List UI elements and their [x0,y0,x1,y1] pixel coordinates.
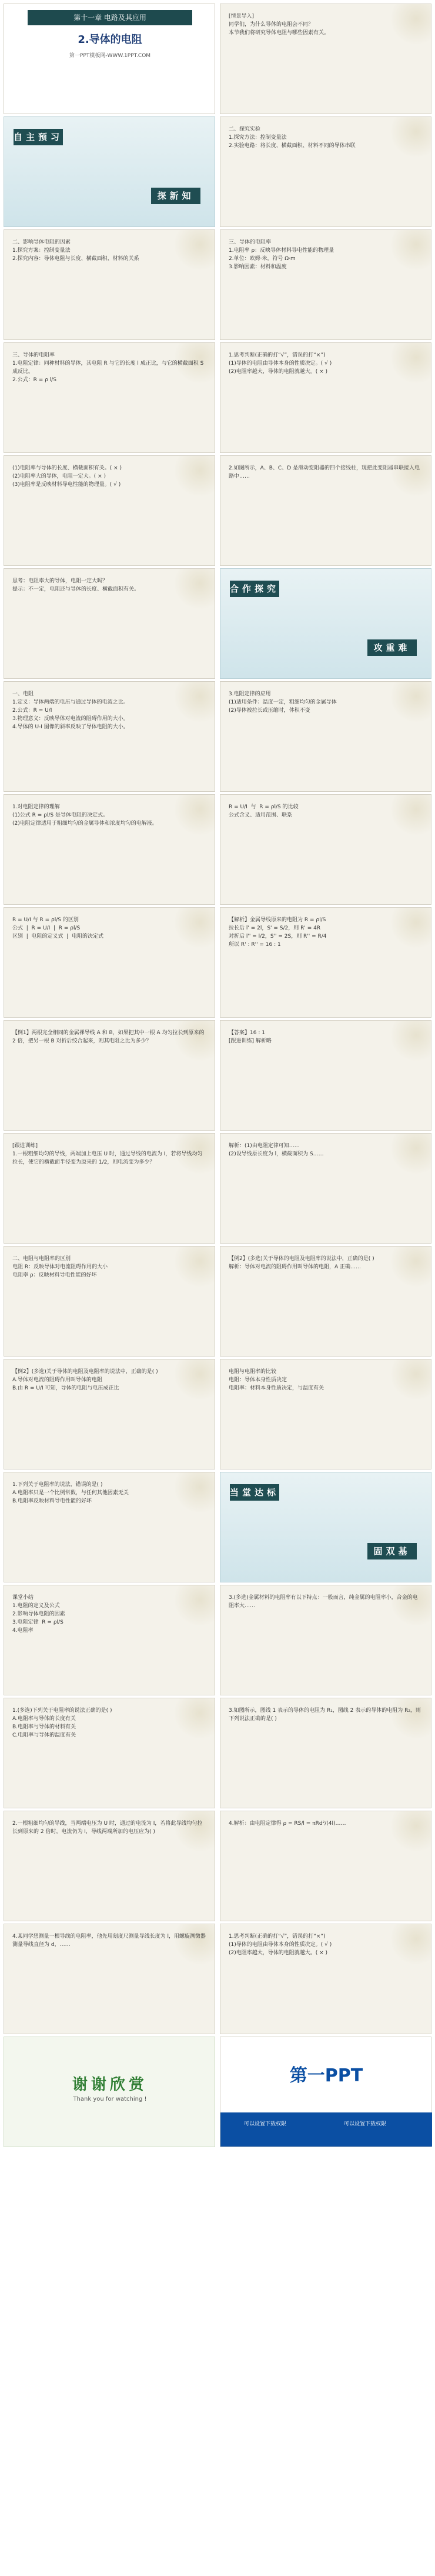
slide-l8: 【例1】两根完全相同的金属裸导线 A 和 B，如果把其中一根 A 均匀拉长到原来的 2 倍，把另一根 B 对折后绞合起来，则其电阻之比为多少？ [4,1020,215,1131]
preview-banner [4,116,215,227]
slide-l10: 二、电阻与电阻率的区别 电阻 R：反映导体对电流阻碍作用的大小 电阻率 ρ：反映材料导电性能的好坏 [4,1246,215,1357]
tag-coop-a: 合作探究 [230,581,279,597]
chapter-banner: 第十一章 电路及其应用 [28,10,192,25]
slide-r7: 【解析】金属导线原来的电阻为 R = ρl/S 拉长后 l' = 2l，S' = S/2，则 R' = 4R 对折后 l'' = l/2，S'' = 2S，则 R'' = R/4 所以 R' : R'' = 16 : 1 [220,907,431,1018]
slide-l9: [跟进训练] 1.一根粗细均匀的导线，两端加上电压 U 时，通过导线的电流为 I，若将导线均匀拉长，使它的横截面半径变为原来的 1/2，则电流变为多少？ [4,1133,215,1244]
tag-class-a: 当堂达标 [230,1484,279,1501]
tag-preview-b: 探新知 [151,188,200,204]
slide-r3: 1.思考判断(正确的打“√”，错误的打“×”) (1)导体的电阻由导体本身的性质决定。( √ ) (2)电阻率越大，导体的电阻就越大。( × ) [220,342,431,453]
slide-l16: 4.某同学想测量一根导线的电阻率，他先用刻度尺测量导线长度为 l，用螺旋测微器测量导线直径为 d，…… [4,1924,215,2034]
slide-r11: 电阻与电阻率的比较 电阻：导体本身性质决定 电阻率：材料本身性质决定，与温度有关 [220,1359,431,1469]
slide-r0: [情景导入] 同学们，为什么导体的电阻会不同？ 本节我们将研究导体电阻与哪些因素有关。 [220,4,431,114]
tag-coop-b: 攻重难 [367,639,417,656]
cover-slide [4,4,215,114]
slide-r5: 3.电阻定律的应用 (1)适用条件：温度一定，粗细均匀的金属导体 (2)导体被拉长或压缩时，体积不变 [220,681,431,792]
site-label: 第一PPT模板网-WWW.1PPT.COM [69,53,151,59]
slide-r10: 【例2】(多选)关于导体的电阻及电阻率的说法中，正确的是( ) 解析：导体对电流的阻碍作用叫导体的电阻，A 正确…… [220,1246,431,1357]
slide-l14: 1.(多选)下列关于电阻率的说法正确的是( ) A.电阻率与导体的长度有关 B.电阻率与导体的材料有关 C.电阻率与导体的温度有关 [4,1698,215,1808]
slide-l5: 一、电阻 1.定义：导体两端的电压与通过导体的电流之比。 2.公式：R = U/I 3.物理意义：反映导体对电流的阻碍作用的大小。 4.导体的 U-I 图像的斜率反映了导体电阻的大小。 [4,681,215,792]
slide-r14: 4.解析：由电阻定律得 ρ = RS/l = πRd²/(4l)…… [220,1811,431,1921]
slide-r15: 1.思考判断(正确的打“√”，错误的打“×”) (1)导体的电阻由导体本身的性质决定。( √ ) (2)电阻率越大，导体的电阻就越大。( × ) [220,1924,431,2034]
slide-l3: (1)电阻率与导体的长度、横截面积有关。( × ) (2)电阻率大的导体，电阻一定大。( × ) (3)电阻率是反映材料导电性能的物理量。( √ ) [4,455,215,566]
slide-l11: 【例2】(多选)关于导体的电阻及电阻率的说法中，正确的是( ) A.导体对电流的阻碍作用叫导体的电阻 B.由 R = U/I 可知，导体的电阻与电压成正比 [4,1359,215,1469]
tag-class-b: 固双基 [367,1543,417,1559]
coop-banner [220,568,431,679]
slide-r1: 二、探究实验 1.探究方法：控制变量法 2.实验电路：将长度、横截面积、材料不同的导体串联 [220,116,431,227]
thanks-title: 谢谢欣赏 [72,2076,148,2094]
tag-preview-a: 自主预习 [14,129,63,145]
class-banner [220,1472,431,1582]
brand-note-left: 可以设置下载权限 [244,2121,287,2127]
slide-l12: 1.下列关于电阻率的说法，错误的是( ) A.电阻率只是一个比例常数，与任何其他因素无关 B.电阻率反映材料导电性能的好坏 [4,1472,215,1582]
brand-note-right: 可以设置下载权限 [344,2121,387,2127]
thanks-subtitle: Thank you for watching ! [73,2096,147,2102]
slide-r4: 2.如图所示，A、B、C、D 是滑动变阻器的四个接线柱，现把此变阻器串联接入电路中…… [220,455,431,566]
slide-l4: 思考：电阻率大的导体，电阻一定大吗？ 提示：不一定，电阻还与导体的长度、横截面积有关。 [4,568,215,679]
slide-r12: 3.(多选)金属材料的电阻率有以下特点：一般而言，纯金属的电阻率小，合金的电阻率大…… [220,1585,431,1695]
lesson-title: 2.导体的电阻 [78,34,142,46]
slide-r13: 3.如图所示，图线 1 表示的导体的电阻为 R₁，图线 2 表示的导体的电阻为 R₂，则下列说法正确的是( ) [220,1698,431,1808]
brand-bar [220,2112,432,2147]
slide-l6: 1.对电阻定律的理解 (1)公式 R = ρl/S 是导体电阻的决定式。 (2)电阻定律适用于粗细均匀的金属导体和浓度均匀的电解液。 [4,794,215,905]
brand-slide [220,2037,431,2147]
thanks-slide [4,2037,215,2147]
slide-l7: R = U/I 与 R = ρl/S 的区别 公式 | R = U/I | R = ρl/S 区别 | 电阻的定义式 | 电阻的决定式 [4,907,215,1018]
slide-l2: 三、导体的电阻率 1.电阻定律：同种材料的导体，其电阻 R 与它的长度 l 成正比，与它的横截面积 S 成反比。 2.公式：R = ρ l/S [4,342,215,453]
slide-l1: 二、影响导体电阻的因素 1.探究方案：控制变量法 2.探究内容：导体电阻与长度、横截面积、材料的关系 [4,229,215,340]
brand-logo: 第一PPT [289,2065,363,2086]
slide-r9: 解析：(1)由电阻定律可知…… (2)设导线原长度为 l，横截面积为 S…… [220,1133,431,1244]
slide-r8: 【答案】16 : 1 [跟进训练] 解析略 [220,1020,431,1131]
slide-r6: R = U/I 与 R = ρl/S 的比较 公式含义、适用范围、联系 [220,794,431,905]
slide-l15: 2.一根粗细均匀的导线，当两端电压为 U 时，通过的电流为 I，若将此导线均匀拉长到原来的 2 倍时，电流仍为 I，导线两端所加的电压应为( ) [4,1811,215,1921]
slide-r2: 三、导体的电阻率 1.电阻率 ρ：反映导体材料导电性能的物理量 2.单位：欧姆·米，符号 Ω·m 3.影响因素：材料和温度 [220,229,431,340]
slide-l13: 课堂小结 1.电阻的定义及公式 2.影响导体电阻的因素 3.电阻定律 R = ρl/S 4.电阻率 [4,1585,215,1695]
